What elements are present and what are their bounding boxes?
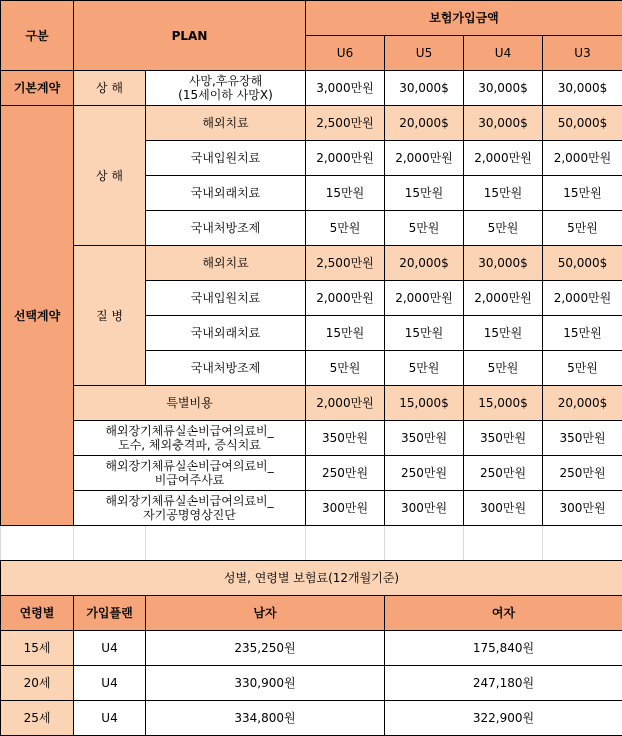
male-premium-cell: 330,900원 [146, 666, 385, 701]
amount-cell: 250만원 [385, 456, 464, 491]
coverage-item: 국내입원치료 [146, 141, 306, 176]
coverage-item: 국내외래치료 [146, 176, 306, 211]
amount-cell: 30,000$ [543, 71, 622, 106]
premium-row [1, 701, 622, 736]
special-cost-row [1, 386, 622, 421]
female-premium-cell: 247,180원 [385, 666, 622, 701]
group-label-injury: 상 해 [74, 106, 146, 246]
header-row [1, 1, 622, 36]
amount-cell: 5만원 [543, 351, 622, 386]
amount-cell: 5만원 [385, 351, 464, 386]
plan-cell: U4 [74, 701, 146, 736]
blank-cell [385, 526, 464, 561]
amount-cell: 5만원 [543, 211, 622, 246]
amount-cell: 2,000만원 [385, 281, 464, 316]
plan-cell: U4 [74, 631, 146, 666]
coverage-item: 국내처방조제 [146, 351, 306, 386]
amount-cell: 2,500만원 [306, 246, 385, 281]
amount-cell: 350만원 [543, 421, 622, 456]
plan-header-u6: U6 [306, 36, 385, 71]
amount-cell: 20,000$ [385, 246, 464, 281]
amount-cell: 300만원 [543, 491, 622, 526]
amount-cell: 15만원 [385, 316, 464, 351]
amount-cell: 3,000만원 [306, 71, 385, 106]
amount-cell: 250만원 [306, 456, 385, 491]
amount-cell: 30,000$ [464, 246, 543, 281]
amount-cell: 300만원 [464, 491, 543, 526]
blank-cell [543, 526, 622, 561]
amount-cell: 300만원 [385, 491, 464, 526]
optional-contract-label: 선택계약 [1, 106, 74, 526]
amount-cell: 30,000$ [385, 71, 464, 106]
amount-cell: 350만원 [385, 421, 464, 456]
age-cell: 20세 [1, 666, 74, 701]
male-premium-cell: 235,250원 [146, 631, 385, 666]
amount-cell: 15만원 [464, 176, 543, 211]
premium-title-row [1, 561, 622, 596]
amount-cell: 2,000만원 [306, 281, 385, 316]
amount-cell: 15만원 [385, 176, 464, 211]
premium-title: 성별, 연령별 보험료(12개월기준) [1, 561, 622, 596]
long-stay-item: 해외장기체류실손비급여의료비_ 자기공명영상진단 [74, 491, 306, 526]
amount-cell: 30,000$ [464, 106, 543, 141]
blank-cell [464, 526, 543, 561]
age-cell: 25세 [1, 701, 74, 736]
plan-header-u4: U4 [464, 36, 543, 71]
table-row [1, 421, 622, 456]
amount-cell: 2,000만원 [306, 141, 385, 176]
special-cost-label: 특별비용 [74, 386, 306, 421]
plan-header-u3: U3 [543, 36, 622, 71]
basic-contract-row [1, 71, 622, 106]
amount-cell: 2,000만원 [385, 141, 464, 176]
amount-cell: 2,500만원 [306, 106, 385, 141]
table-row [1, 456, 622, 491]
amount-cell: 50,000$ [543, 106, 622, 141]
coverage-item: 해외치료 [146, 106, 306, 141]
blank-cell [146, 526, 306, 561]
amount-cell: 15만원 [543, 176, 622, 211]
amount-cell: 20,000$ [543, 386, 622, 421]
header-amount-cell: 보험가입금액 [306, 1, 622, 36]
premium-header-female: 여자 [385, 596, 622, 631]
premium-header-age: 연령별 [1, 596, 74, 631]
amount-cell: 5만원 [385, 211, 464, 246]
female-premium-cell: 175,840원 [385, 631, 622, 666]
coverage-item: 해외치료 [146, 246, 306, 281]
amount-cell: 5만원 [464, 351, 543, 386]
premium-header-male: 남자 [146, 596, 385, 631]
group-label-disease: 질 병 [74, 246, 146, 386]
amount-cell: 15,000$ [464, 386, 543, 421]
amount-cell: 250만원 [464, 456, 543, 491]
long-stay-item: 해외장기체류실손비급여의료비_ 도수, 체외충격파, 증식치료 [74, 421, 306, 456]
blank-cell [306, 526, 385, 561]
amount-cell: 15만원 [306, 176, 385, 211]
header-plan-cell: PLAN [74, 1, 306, 71]
amount-cell: 15,000$ [385, 386, 464, 421]
amount-cell: 50,000$ [543, 246, 622, 281]
premium-row [1, 631, 622, 666]
blank-row [1, 526, 622, 561]
amount-cell: 5만원 [464, 211, 543, 246]
amount-cell: 15만원 [464, 316, 543, 351]
plan-header-u5: U5 [385, 36, 464, 71]
basic-item-label: 사망,후유장해 (15세이하 사망X) [146, 71, 306, 106]
amount-cell: 2,000만원 [306, 386, 385, 421]
premium-header-plan: 가입플랜 [74, 596, 146, 631]
age-cell: 15세 [1, 631, 74, 666]
blank-cell [74, 526, 146, 561]
amount-cell: 2,000만원 [464, 281, 543, 316]
table-row [1, 491, 622, 526]
amount-cell: 2,000만원 [543, 281, 622, 316]
table-row [1, 106, 622, 141]
amount-cell: 20,000$ [385, 106, 464, 141]
amount-cell: 2,000만원 [464, 141, 543, 176]
amount-cell: 250만원 [543, 456, 622, 491]
premium-header-row [1, 596, 622, 631]
basic-contract-label: 기본계약 [1, 71, 74, 106]
premium-row [1, 666, 622, 701]
amount-cell: 15만원 [306, 316, 385, 351]
amount-cell: 15만원 [543, 316, 622, 351]
header-category-cell: 구분 [1, 1, 74, 71]
coverage-item: 국내외래치료 [146, 316, 306, 351]
table-row [1, 246, 622, 281]
amount-cell: 5만원 [306, 351, 385, 386]
amount-cell: 350만원 [464, 421, 543, 456]
amount-cell: 300만원 [306, 491, 385, 526]
amount-cell: 30,000$ [464, 71, 543, 106]
plan-cell: U4 [74, 666, 146, 701]
female-premium-cell: 322,900원 [385, 701, 622, 736]
male-premium-cell: 334,800원 [146, 701, 385, 736]
blank-cell [1, 526, 74, 561]
coverage-item: 국내입원치료 [146, 281, 306, 316]
long-stay-item: 해외장기체류실손비급여의료비_ 비급여주사료 [74, 456, 306, 491]
amount-cell: 350만원 [306, 421, 385, 456]
amount-cell: 2,000만원 [543, 141, 622, 176]
amount-cell: 5만원 [306, 211, 385, 246]
basic-group-label: 상 해 [74, 71, 146, 106]
coverage-item: 국내처방조제 [146, 211, 306, 246]
